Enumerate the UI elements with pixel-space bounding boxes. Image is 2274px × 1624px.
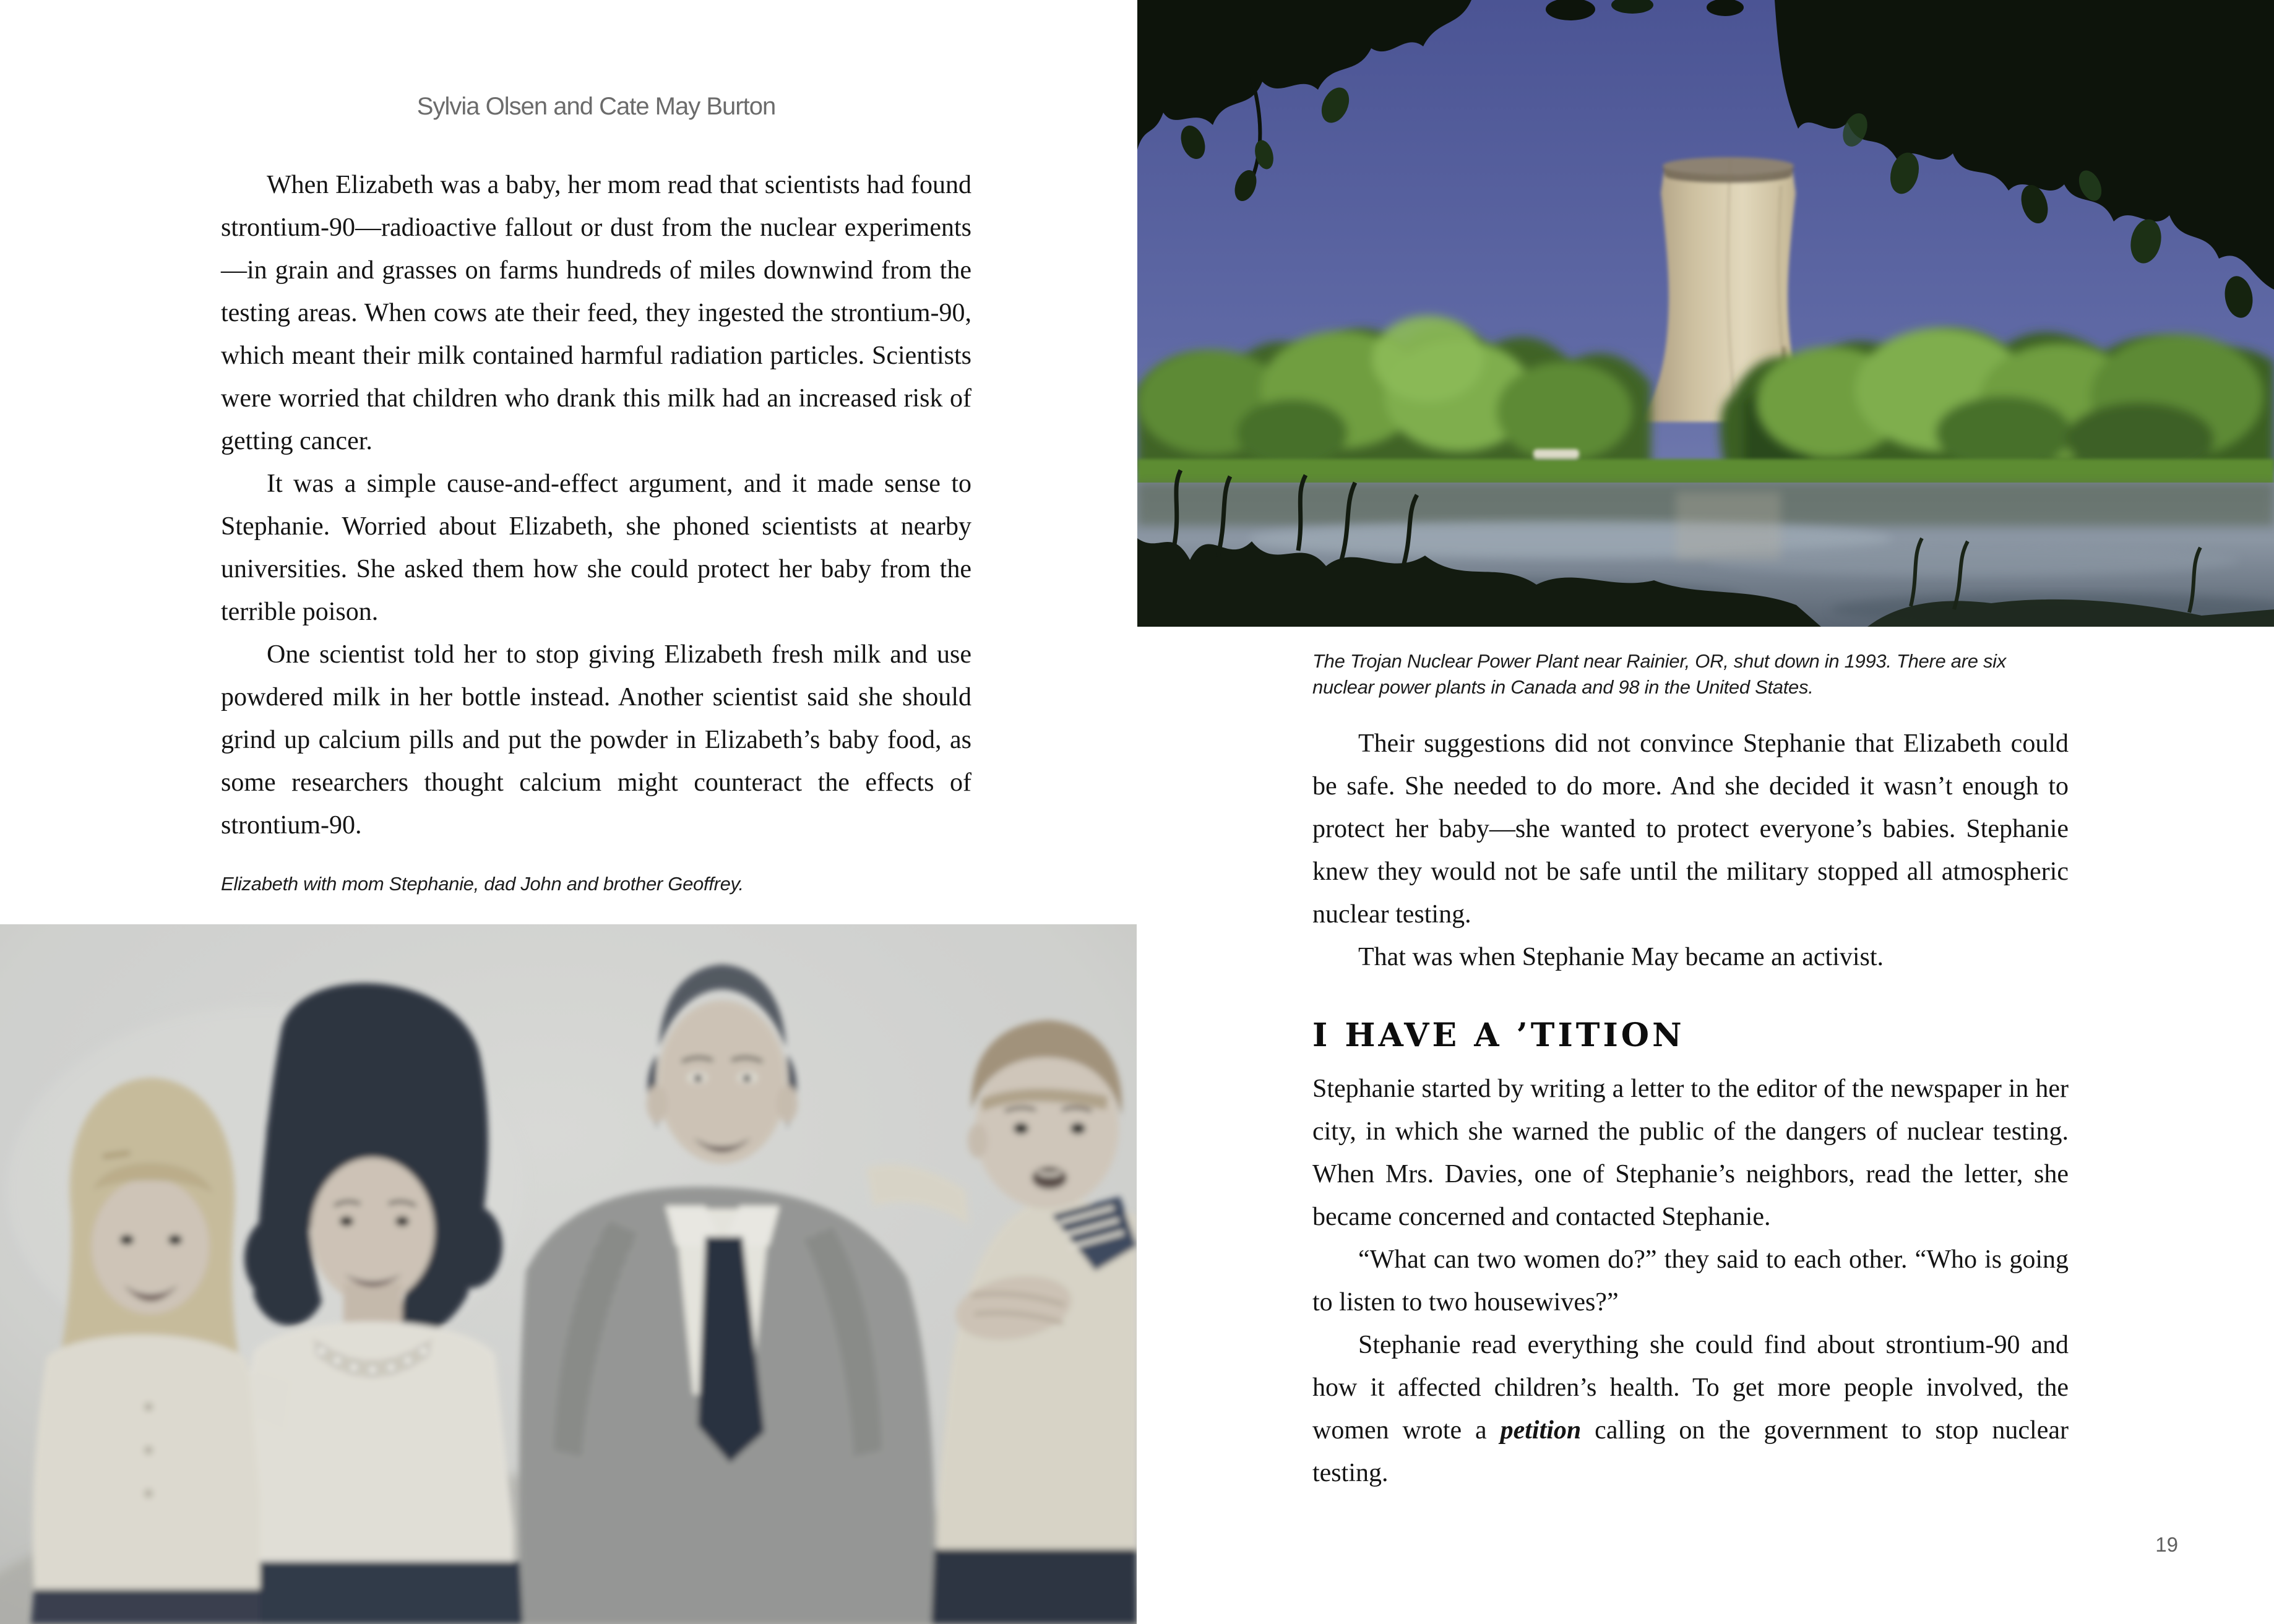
paragraph: When Elizabeth was a baby, her mom read that scientists had found strontium-90—radioactive fallout or dust from the nuclear experiments—in grain and grasses on farms hundreds of miles downwind from the testing areas. When cows ate their feed, they ingested the strontium-90, which meant their milk contained harmful radiation particles. Scientists were worried that children who drank this milk had an increased risk of getting cancer. — [221, 171, 971, 455]
section-heading: I HAVE A ’TITION — [1312, 1016, 1685, 1054]
nuclear-plant-photo — [1137, 0, 2274, 627]
paragraph: Their suggestions did not convince Stephanie that Elizabeth could be safe. She needed to do more. And she decided it wasn’t enough to protect her baby—she wanted to protect everyone’s babies. Stephanie knew they would not be safe until the military stopped all atmospheric nuclear testing. — [1312, 729, 2069, 929]
running-head: Sylvia Olsen and Cate May Burton — [416, 93, 776, 120]
petition-paragraph — [1312, 1324, 2069, 1495]
petition-emphasis: petition — [1500, 1416, 1582, 1445]
page-number: 19 — [2155, 1533, 2178, 1556]
paragraph: One scientist told her to stop giving Elizabeth fresh milk and use powdered milk in her bottle instead. Another scientist said she should grind up calcium pills and put the powder in Elizabeth’s baby food, as some researchers thought calcium might counteract the effects of strontium-90. — [221, 640, 971, 840]
family-photo-caption: Elizabeth with mom Stephanie, dad John and brother Geoffrey. — [221, 873, 744, 895]
paragraph: That was when Stephanie May became an activist. — [1358, 943, 1884, 971]
petition-text-before: Stephanie read everything she could find about strontium-90 and how it affected children’s health. To get more people involved, the women wrote a — [1312, 1331, 2069, 1445]
paragraph: “What can two women do?” they said to each other. “Who is going to listen to two housewives?” — [1312, 1245, 2069, 1317]
paragraph: Stephanie started by writing a letter to the editor of the newspaper in her city, in which she warned the public of the dangers of nuclear testing. When Mrs. Davies, one of Stephanie’s neighbors, read the letter, she became concerned and contacted Stephanie. — [1312, 1075, 2069, 1231]
paragraph: It was a simple cause-and-effect argument, and it made sense to Stephanie. Worried about Elizabeth, she phoned scientists at nearby universities. She asked them how she could protect her baby from the terrible poison. — [221, 470, 971, 626]
left-page-body — [221, 164, 971, 847]
family-photo — [0, 924, 1137, 1624]
right-page-body — [1312, 723, 2069, 1495]
plant-photo-caption: The Trojan Nuclear Power Plant near Rainier, OR, shut down in 1993. There are six nuclear power plants in Canada and 98 in the United States. — [1312, 650, 2006, 698]
petition-text-after: calling on the government to stop nuclear testing. — [1312, 1416, 2069, 1487]
